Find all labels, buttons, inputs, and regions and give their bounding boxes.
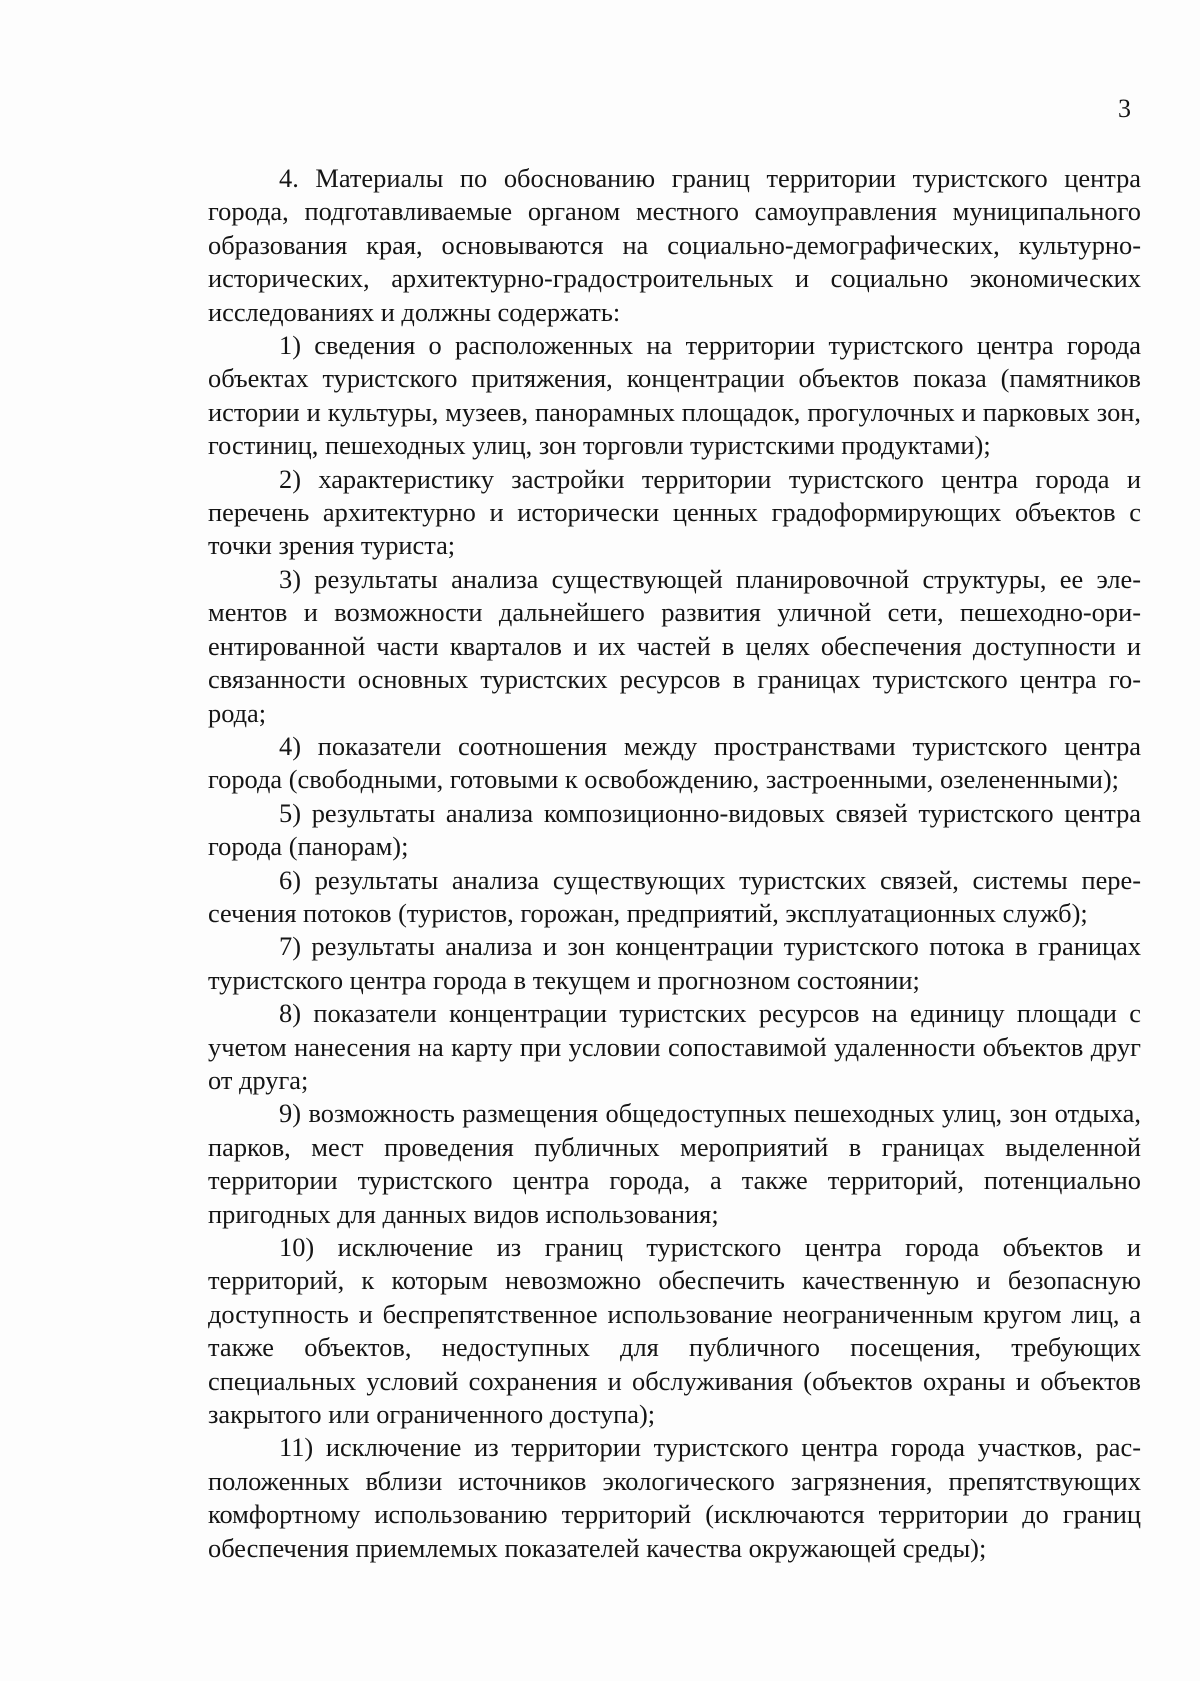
list-item-7: 7) результаты анализа и зон концентрации туристского потока в границах туристского центра города в текущем и прогнозном состоянии; [208,931,1141,995]
list-item-6: 6) результаты анализа существующих туристских связей, системы пересечения потоков (туристов, горожан, предприятий, эксплуатационных служб); [208,864,1141,928]
list-item-8: 8) показатели концентрации туристских ресурсов на единицу площади с учетом нанесения на карту при условии сопоставимой удаленности объектов друг от друга; [208,998,1141,1095]
page-number: 3 [1118,94,1131,123]
paragraph-4: 4. Материалы по обоснованию границ территории туристского центра города, подготавливаемые органом местного самоуправления муниципального образования края, основываются на социально-демографических, культурно-исторических, архитектурно-градостроительных и социально экономических исследованиях и должны содержать: [208,163,1141,327]
list-item-2: 2) характеристику застройки территории туристского центра города и перечень архитектурно и исторически ценных градоформирующих объектов с точки зрения туриста; [208,463,1141,561]
list-item-5: 5) результаты анализа композиционно-видовых связей туристского центра города (панорам); [208,797,1141,862]
list-item-10: 10) исключение из границ туристского центра города объектов и территорий, к которым невозможно обеспечить качественную и безопасную доступность и беспрепятственное использование неограниченным кругом лиц, а также объектов, недоступных для публичного посещения, требующих специальных условий сохранения и обслуживания (объектов охраны и объектов закрытого или ограниченного доступа); [208,1232,1141,1430]
list-item-1: 1) сведения о расположенных на территории туристского центра города объектах туристского притяжения, концентрации объектов показа (памятников истории и культуры, музеев, панорамных площадок, прогулочных и парковых зон, гостиниц, пешеходных улиц, зон торговли туристскими продуктами); [208,330,1141,461]
list-item-3: 3) результаты анализа существующей планировочной структуры, ее элементов и возможности дальнейшего развития уличной сети, пешеходно-ориентированной части кварталов и их частей в целях обеспечения доступности и связанности основных туристских ресурсов в границах туристского центра города; [208,563,1141,728]
list-item-11: 11) исключение из территории туристского центра города участков, расположенных вблизи источников экологического загрязнения, препятствующих комфортному использованию территорий (исключаются территории до границ обеспечения приемлемых показателей качества окружающей среды); [208,1432,1141,1563]
list-item-4: 4) показатели соотношения между пространствами туристского центра города (свободными, готовыми к освобождению, застроенными, озелененными); [208,730,1141,795]
document-body [208,162,1141,1565]
list-item-9: 9) возможность размещения общедоступных пешеходных улиц, зон отдыха, парков, мест проведения публичных мероприятий в границах выделенной территории туристского центра города, а также территорий, потенциально пригодных для данных видов использования; [208,1098,1141,1229]
